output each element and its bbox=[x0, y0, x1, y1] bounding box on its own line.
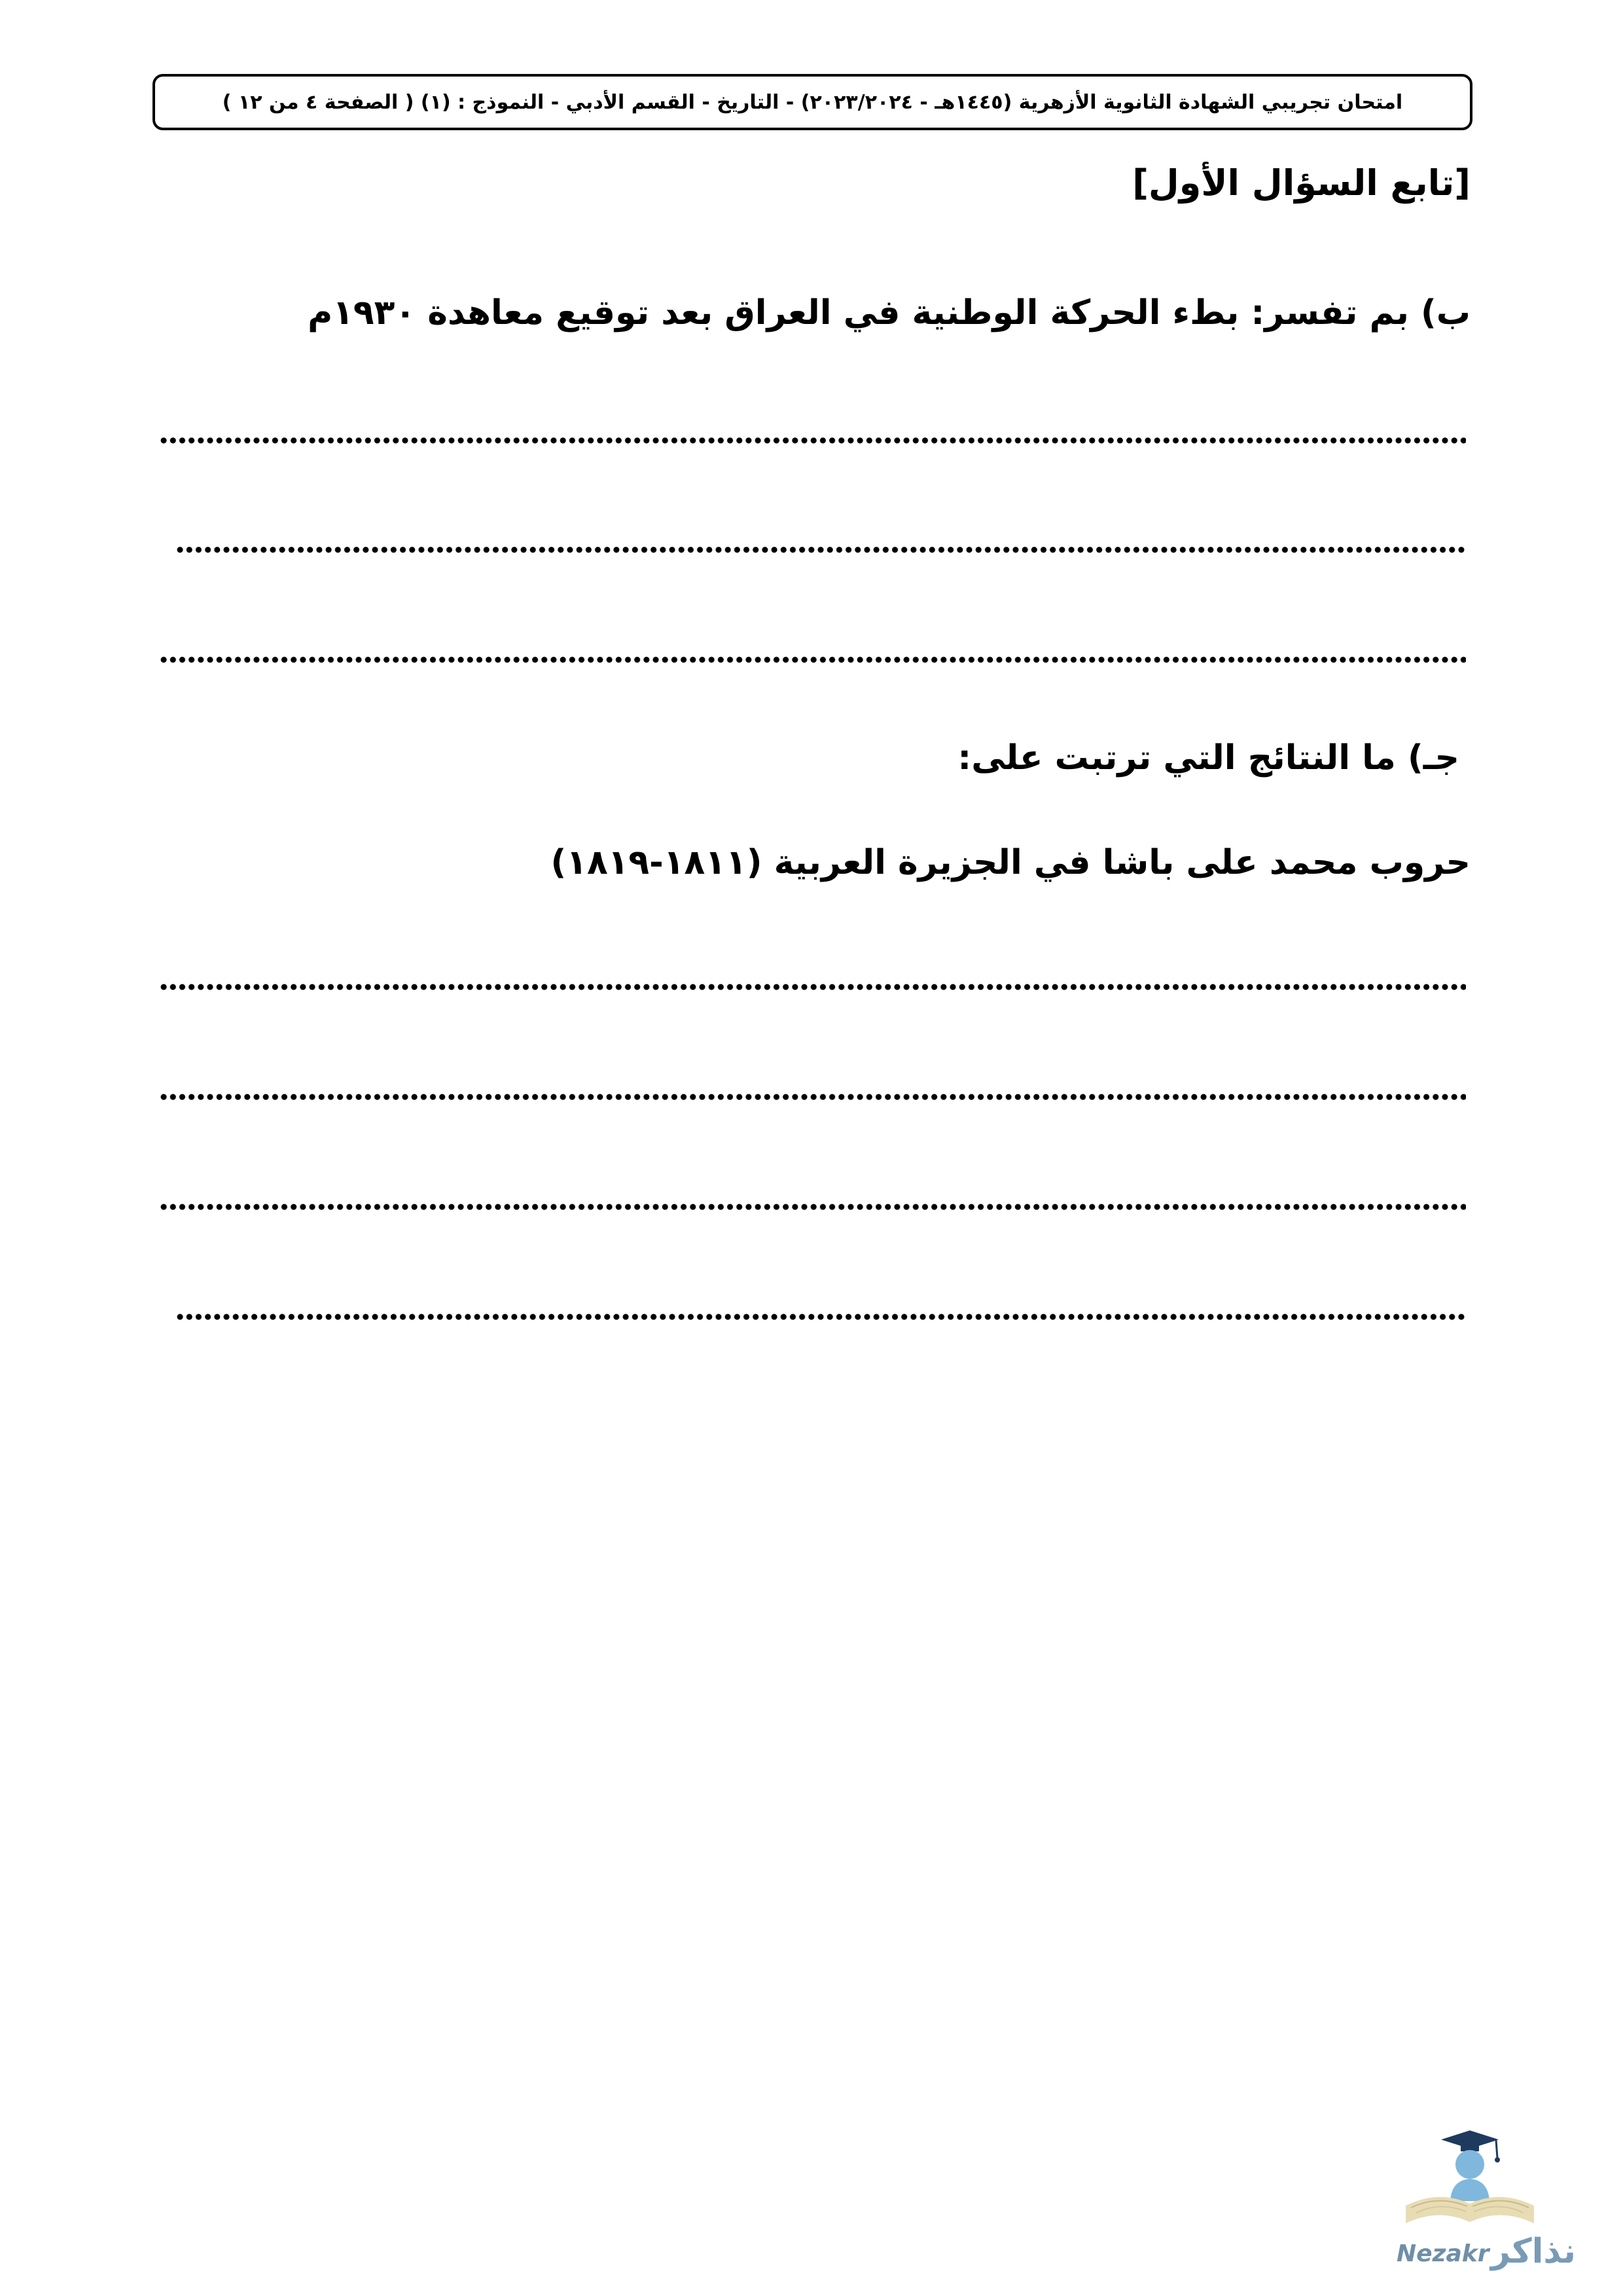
logo-cap-tassel-end bbox=[1495, 2157, 1500, 2162]
answer-line-b-2[interactable] bbox=[175, 546, 1466, 554]
answer-line-c-3[interactable] bbox=[159, 1203, 1466, 1211]
answer-line-c-1[interactable] bbox=[159, 983, 1466, 991]
exam-header-text: امتحان تجريبي الشهادة الثانوية الأزهرية (١٤٤٥هـ - ٢٠٢٣/٢٠٢٤) - التاريخ - القسم الأدبي - النموذج : (١) ( الصفحة ٤ من ١٢ ) bbox=[222, 90, 1403, 114]
logo-head-icon bbox=[1455, 2150, 1484, 2179]
answer-line-b-3[interactable] bbox=[159, 656, 1466, 664]
question-b-text: ب) بم تفسر: بطء الحركة الوطنية في العراق بعد توقيع معاهدة ١٩٣٠م bbox=[308, 293, 1471, 332]
logo-body-icon bbox=[1450, 2179, 1489, 2201]
answer-line-c-2[interactable] bbox=[159, 1093, 1466, 1101]
nezakr-logo bbox=[1393, 2124, 1576, 2284]
logo-latin-text: Nezakr bbox=[1397, 2240, 1489, 2267]
logo-arabic-text: نذاكر bbox=[1491, 2232, 1576, 2271]
logo-cap-band bbox=[1461, 2142, 1479, 2151]
logo-cap-tassel bbox=[1496, 2140, 1497, 2158]
answer-line-c-4[interactable] bbox=[175, 1313, 1466, 1321]
section-continuation-title: [تابع السؤال الأول] bbox=[1132, 162, 1471, 204]
question-c-item: حروب محمد على باشا في الجزيرة العربية (١٨١١-١٨١٩) bbox=[550, 843, 1471, 882]
exam-header-box bbox=[152, 74, 1472, 130]
question-c-text: جـ) ما النتائج التي ترتبت على: bbox=[957, 738, 1459, 778]
answer-line-b-1[interactable] bbox=[159, 437, 1466, 444]
